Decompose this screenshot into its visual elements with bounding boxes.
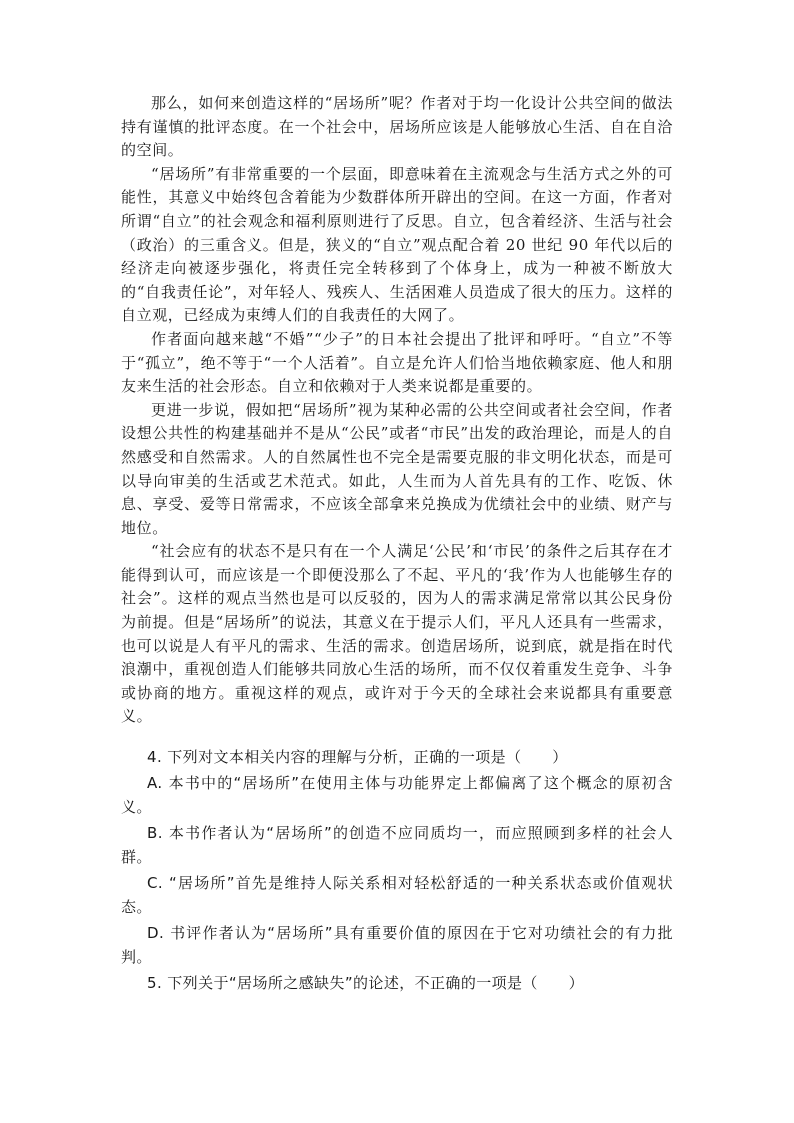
question-4-option-d: D. 书评作者认为“居场所”具有重要价值的原因在于它对功绩社会的有力批判。: [121, 924, 673, 966]
question-4-option-c: C. “居场所”首先是维持人际关系相对轻松舒适的一种关系状态或价值观状态。: [121, 874, 673, 916]
passage: [121, 92, 673, 729]
passage-paragraph: 那么，如何来创造这样的“居场所”呢？作者对于均一化设计公共空间的做法持有谨慎的批评态度。在一个社会中，居场所应该是人能够放心生活、自在自洽的空间。: [121, 94, 673, 160]
passage-paragraph: 更进一步说，假如把“居场所”视为某种必需的公共空间或者社会空间，作者设想公共性的构建基础并不是从“公民”或者“市民”出发的政治理论，而是人的自然感受和自然需求。人的自然属性也不完全是需要克服的非文明化状态，而是可以导向审美的生活或艺术范式。如此，人生而为人首先具有的工作、吃饭、休息、享受、爱等日常需求，不应该全部拿来兑换成为优绩社会中的业绩、财产与地位。: [121, 400, 673, 537]
question-4-option-a: A. 本书中的“居场所”在使用主体与功能界定上都偏离了这个概念的原初含义。: [121, 774, 673, 816]
question-4-option-b: B. 本书作者认为“居场所”的创造不应同质均一，而应照顾到多样的社会人群。: [121, 824, 673, 866]
passage-paragraph: “社会应有的状态不是只有在一个人满足‘公民’和‘市民’的条件之后其存在才能得到认可，而应该是一个即便没那么了不起、平凡的‘我’作为人也能够生存的社会”。这样的观点当然也是可以反驳的，因为人的需求满足常常以其公民身份为前提。但是“居场所”的说法，其意义在于提示人们，平凡人还具有一些需求，也可以说是人有平凡的需求、生活的需求。创造居场所，说到底，就是指在时代浪潮中，重视创造人们能够共同放心生活的场所，而不仅仅着重发生竞争、斗争或协商的地方。重视这样的观点，或许对于今天的全球社会来说都具有重要意义。: [121, 542, 673, 726]
passage-paragraph: “居场所”有非常重要的一个层面，即意味着在主流观念与生活方式之外的可能性，其意义中始终包含着能为少数群体所开辟出的空间。在这一方面，作者对所谓“自立”的社会观念和福利原则进行了反思。自立，包含着经济、生活与社会（政治）的三重含义。但是，狭义的“自立”观点配合着 20 世纪 90 年代以后的经济走向被逐步强化，将责任完全转移到了个体身上，成为一种被不断放大的“自我责任论”，对年轻人、残疾人、生活困难人员造成了很大的压力。这样的自立观，已经成为束缚人们的自我责任的大网了。: [121, 164, 673, 325]
question-4-stem: 4. 下列对文本相关内容的理解与分析，正确的一项是（ ）: [147, 748, 568, 766]
question-5-stem: 5. 下列关于“居场所之感缺失”的论述，不正确的一项是（ ）: [147, 974, 585, 992]
questions: [121, 745, 673, 995]
passage-paragraph: 作者面向越来越“不婚”“少子”的日本社会提出了批评和呼吁。“自立”不等于“孤立”，绝不等于“一个人活着”。自立是允许人们恰当地依赖家庭、他人和朋友来生活的社会形态。自立和依赖对于人类来说都是重要的。: [121, 329, 673, 396]
